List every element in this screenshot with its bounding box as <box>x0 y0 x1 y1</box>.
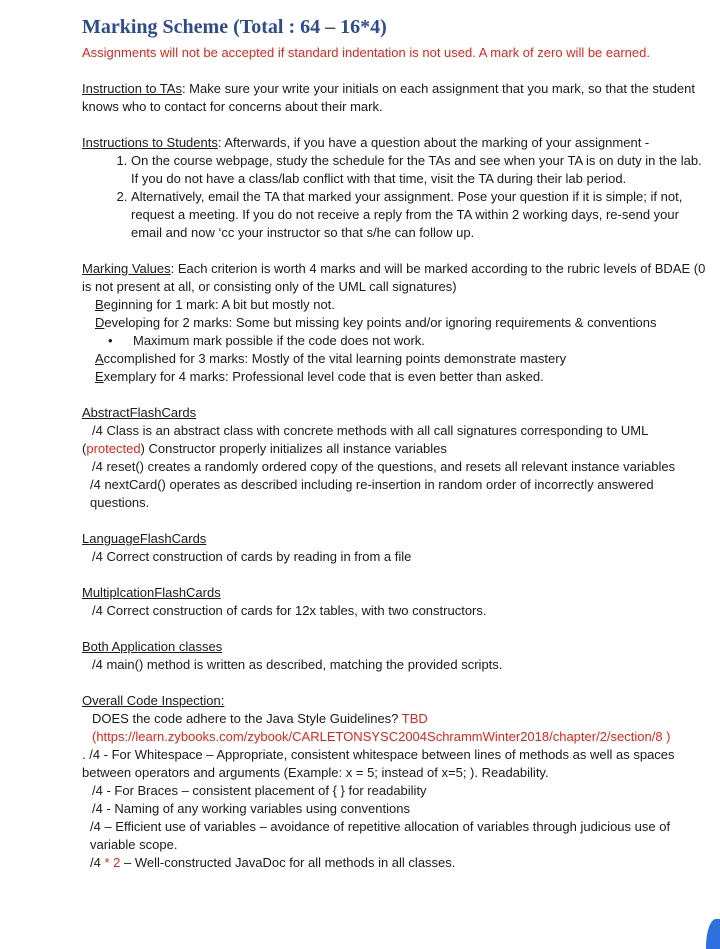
criterion-line: /4 Correct construction of cards for 12x tables, with two constructors. <box>92 603 487 618</box>
list-item: 1. On the course webpage, study the schedule for the TAs and see when your TA is on duty in the lab. If you do not have a class/lab conflict with that time, visit the TA during their lab period. <box>131 152 712 188</box>
max-mark-bullet <box>82 332 712 350</box>
marking-values <box>82 260 712 296</box>
criterion-text: ) Constructor properly initializes all instance variables <box>140 441 447 456</box>
indentation-warning: Assignments will not be accepted if standard indentation is not used. A mark of zero will be earned. <box>82 45 650 60</box>
level-letter: B <box>95 297 104 312</box>
list-item: 2. Alternatively, email the TA that marked your assignment. Pose your question if it is simple; if not, request a meeting. If you do not receive a reply from the TA within 2 working days, re-send your email and now ‘cc your instructor so that s/he can follow up. <box>131 188 712 242</box>
level-letter: E <box>95 369 104 384</box>
criterion-line: /4 reset() creates a randomly ordered copy of the questions, and resets all relevant instance variables <box>92 459 676 474</box>
both-heading: Both Application classes <box>82 639 223 654</box>
ta-instructions-text: : Make sure your write your initials on each assignment that you mark, so that the student knows who to contact for concerns about their mark. <box>82 81 695 114</box>
style-guide-url: (https://learn.zybooks.com/zybook/CARLETONSYSC2004SchrammWinter2018/chapter/2/section/8 ) <box>92 729 671 744</box>
document-page <box>82 14 712 872</box>
criterion-text: /4 <box>90 855 105 870</box>
criterion-line: /4 – Efficient use of variables – avoidance of repetitive allocation of variables through judicious use of variable scope. <box>90 819 671 852</box>
level-developing <box>82 314 712 332</box>
bullet-icon: • <box>108 333 113 348</box>
student-instructions-label: Instructions to Students <box>82 135 218 150</box>
level-accomplished <box>82 350 712 368</box>
level-letter: D <box>95 315 105 330</box>
bullet-text: Maximum mark possible if the code does not work. <box>133 333 425 348</box>
ta-instructions-label: Instruction to TAs <box>82 81 182 96</box>
criterion-line: . /4 - For Whitespace – Appropriate, consistent whitespace between lines of methods as well as spaces between operators and arguments (Example: x = 5; instead of x=5; ). Readability. <box>82 747 675 780</box>
criterion-line: /4 nextCard() operates as described including re-insertion in random order of incorrectly answered questions. <box>90 477 654 510</box>
level-text: ccomplished for 3 marks: Mostly of the vital learning points demonstrate mastery <box>103 351 567 366</box>
level-text: eginning for 1 mark: A bit but mostly not. <box>103 297 335 312</box>
corner-decoration <box>706 919 720 949</box>
language-heading: LanguageFlashCards <box>82 531 207 546</box>
criterion-line: /4 Correct construction of cards by reading in from a file <box>92 549 412 564</box>
level-exemplary <box>82 368 712 386</box>
criterion-line <box>82 854 712 872</box>
level-text: eveloping for 2 marks: Some but missing key points and/or ignoring requirements & conventions <box>104 315 657 330</box>
level-letter: A <box>95 351 104 366</box>
style-question <box>82 710 712 728</box>
criterion-line: /4 - Naming of any working variables using conventions <box>92 801 410 816</box>
level-beginning <box>82 296 712 314</box>
student-instructions-list <box>82 152 712 242</box>
marking-values-text: : Each criterion is worth 4 marks and will be marked according to the rubric levels of BDAE (0 is not present at all, or consisting only of the UML call signatures) <box>82 261 706 294</box>
student-instructions <box>82 134 712 152</box>
criterion-line: /4 Class is an abstract class with concrete methods with all call signatures corresponding to UML <box>92 423 649 438</box>
ta-instructions <box>82 80 712 116</box>
criterion-line: /4 - For Braces – consistent placement of { } for readability <box>92 783 427 798</box>
level-text: xemplary for 4 marks: Professional level code that is even better than asked. <box>103 369 544 384</box>
criterion-line: /4 main() method is written as described, matching the provided scripts. <box>92 657 503 672</box>
javadoc-multiplier: * 2 <box>104 855 121 870</box>
overall-heading: Overall Code Inspection: <box>82 693 225 708</box>
protected-keyword: protected <box>86 441 141 456</box>
page-title: Marking Scheme (Total : 64 – 16*4) <box>82 16 387 38</box>
tbd-marker: TBD <box>401 711 428 726</box>
student-instructions-text: : Afterwards, if you have a question about the marking of your assignment - <box>217 135 650 150</box>
style-question-text: DOES the code adhere to the Java Style Guidelines? <box>92 711 402 726</box>
multiplication-heading: MultiplcationFlashCards <box>82 585 221 600</box>
abstract-heading: AbstractFlashCards <box>82 405 197 420</box>
criterion-line: (protected) Constructor properly initializes all instance variables <box>82 441 447 456</box>
marking-values-label: Marking Values <box>82 261 171 276</box>
criterion-text: – Well-constructed JavaDoc for all methods in all classes. <box>120 855 456 870</box>
